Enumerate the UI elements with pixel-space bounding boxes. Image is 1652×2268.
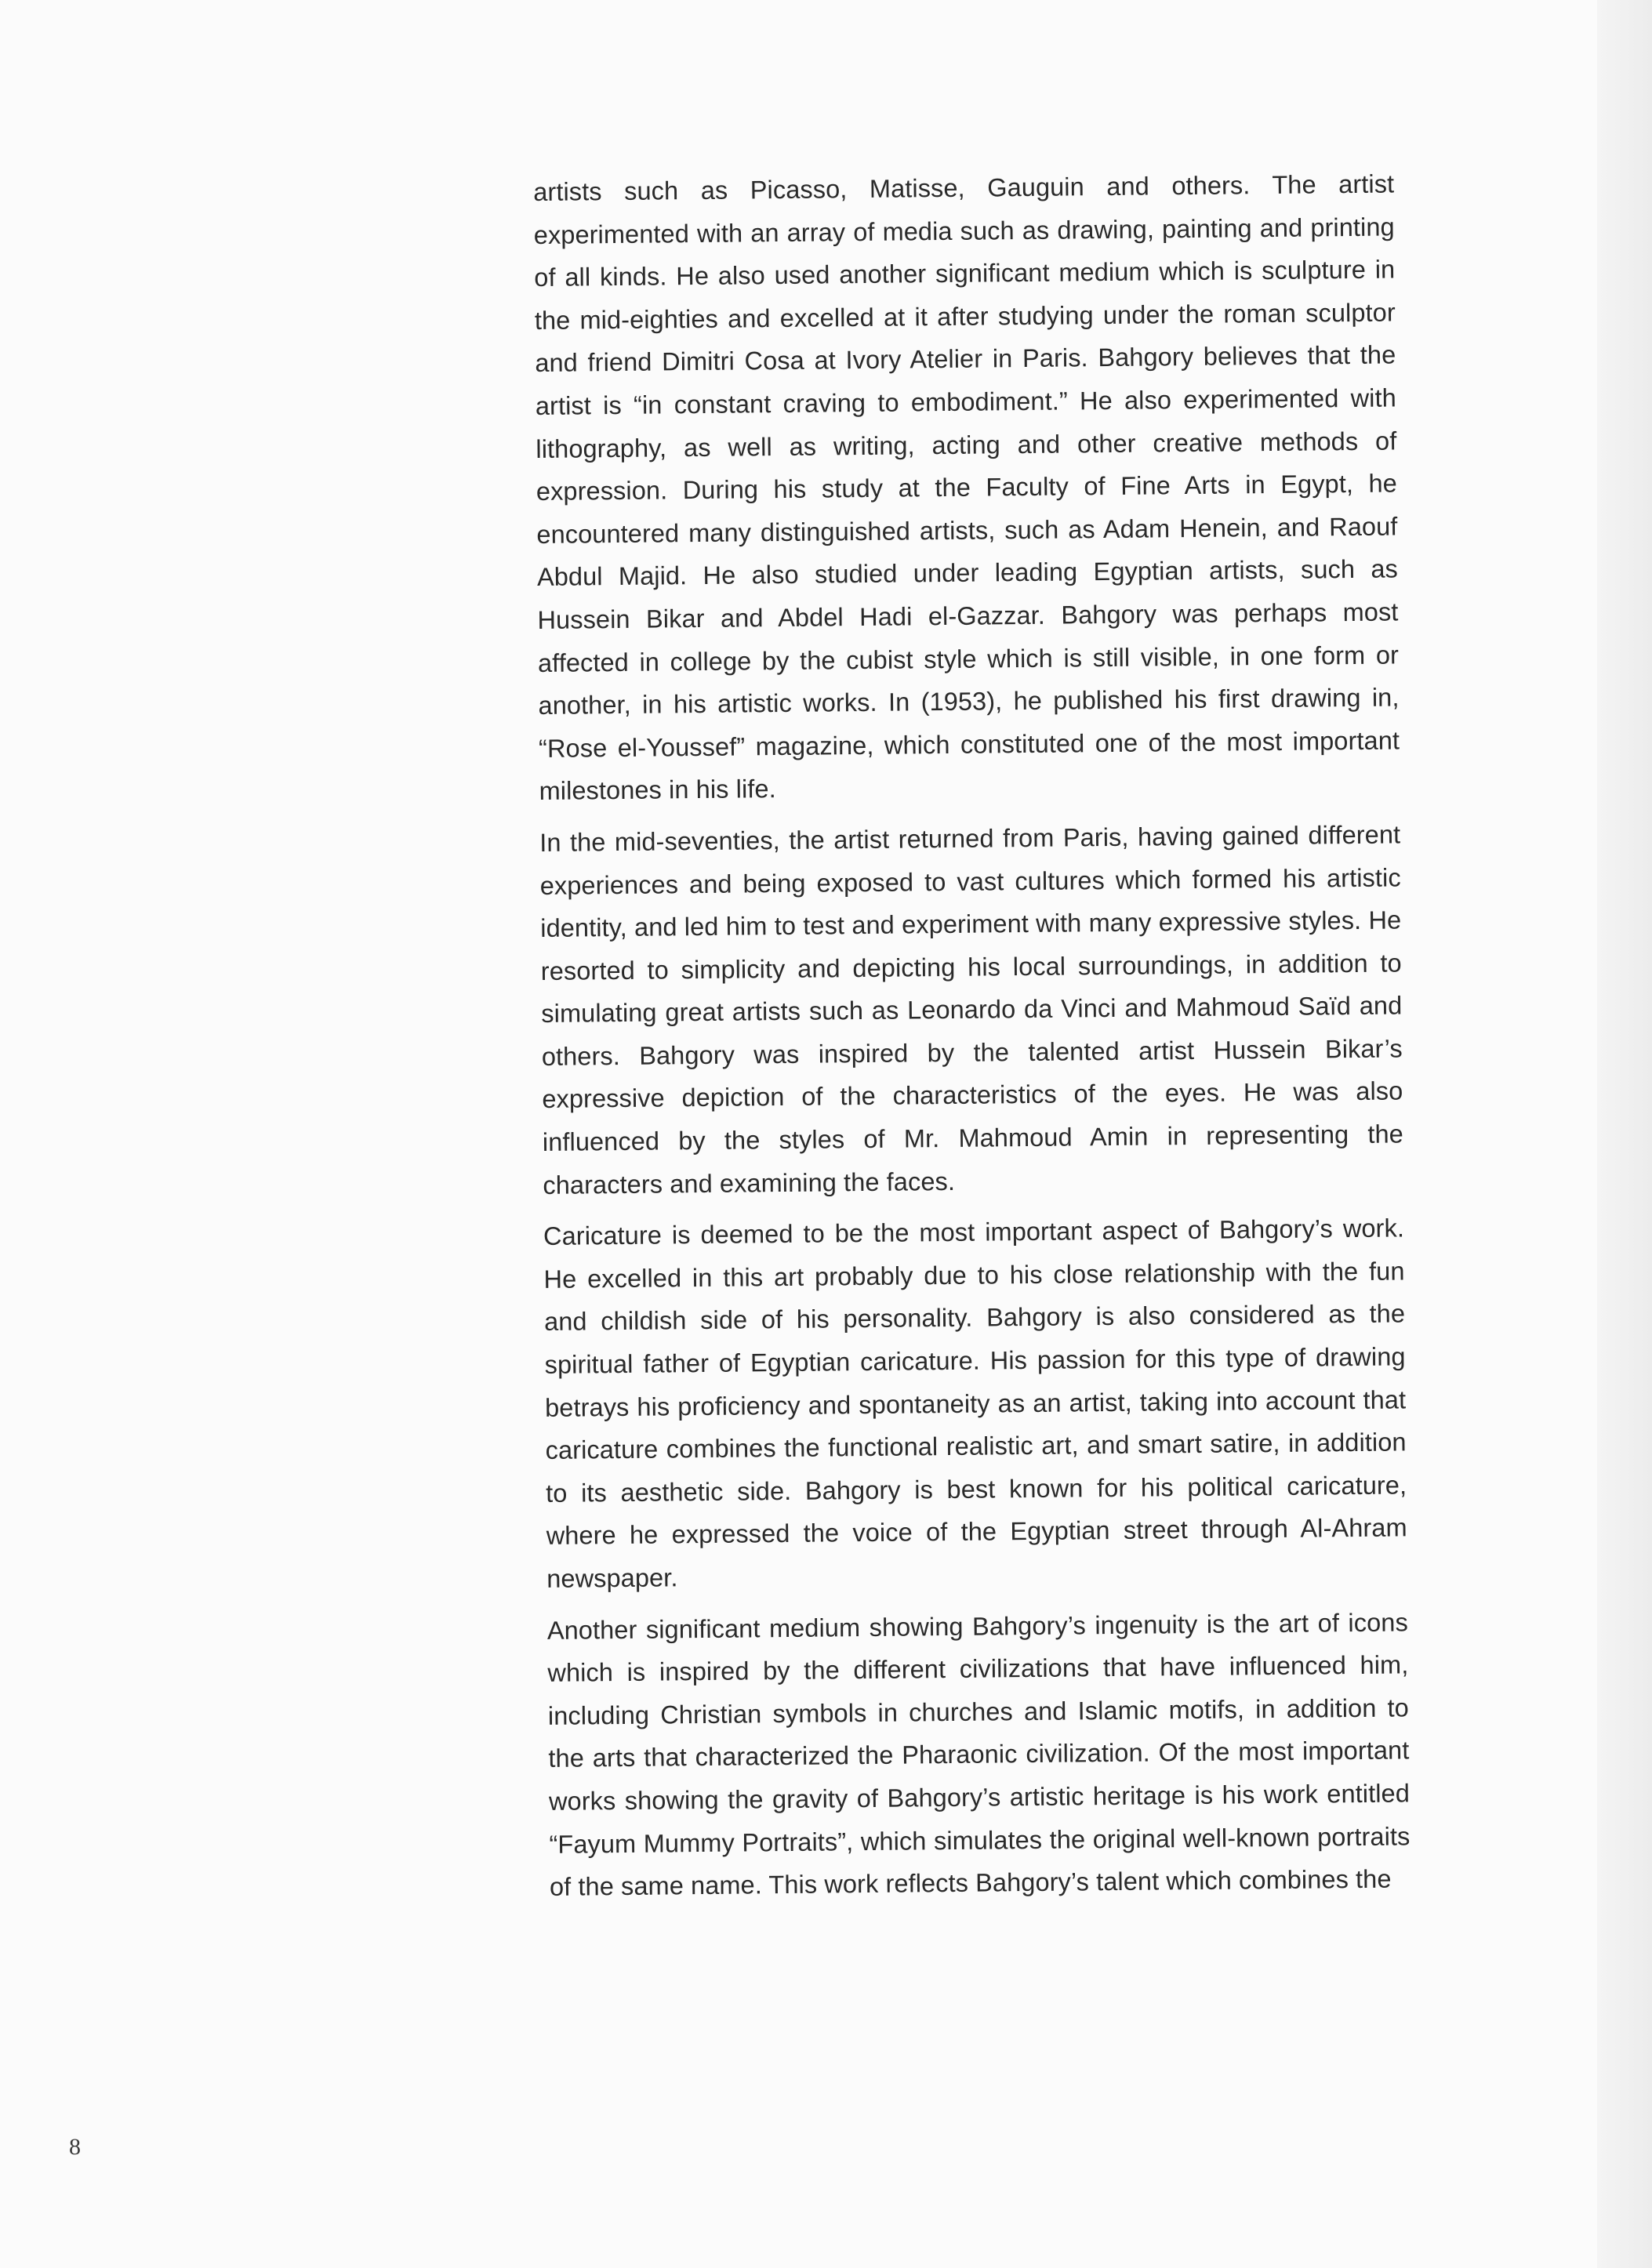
body-paragraph-2: In the mid-seventies, the artist returned from Paris, having gained different experiences and being exposed to vast cultures which formed his artistic identity, and led him to test and experiment with many expressive styles. He resorted to simplicity and depicting his local surroundings, in addition to simulating great artists such as Leonardo da Vinci and Mahmoud Saïd and others. Bahgory was inspired by the talented artist Hussein Bikar’s expressive depiction of the characteristics of the eyes. He was also influenced by the styles of Mr. Mahmoud Amin in representing the characters and examining the faces. <box>539 820 1404 1199</box>
body-text-column <box>533 162 1411 1917</box>
body-paragraph-4: Another significant medium showing Bahgory’s ingenuity is the art of icons which is inspired by the different civilizations that have influenced him, including Christian symbols in churches and Islamic motifs, in addition to the arts that characterized the Pharaonic civilization. Of the most important works showing the gravity of Bahgory’s artistic heritage is his work entitled “Fayum Mummy Portraits”, which simulates the original well-known portraits of the same name. This work reflects Bahgory’s talent which combines the <box>546 1607 1411 1902</box>
body-paragraph-1: artists such as Picasso, Matisse, Gauguin and others. The artist experimented with an array of media such as drawing, painting and printing of all kinds. He also used another significant medium which is sculpture in the mid-eighties and excelled at it after studying under the roman sculptor and friend Dimitri Cosa at Ivory Atelier in Paris. Bahgory believes that the artist is “in constant craving to embodiment.” He also experimented with lithography, as well as writing, acting and other creative methods of expression. During his study at the Faculty of Fine Arts in Egypt, he encountered many distinguished artists, such as Adam Henein, and Raouf Abdul Majid. He also studied under leading Egyptian artists, such as Hussein Bikar and Abdel Hadi el-Gazzar. Bahgory was perhaps most affected in college by the cubist style which is still visible, in one form or another, in his artistic works. In (1953), he published his first drawing in, “Rose el-Youssef” magazine, which constituted one of the most important milestones in his life. <box>533 169 1400 806</box>
body-paragraph-3: Caricature is deemed to be the most important aspect of Bahgory’s work. He excelled in this art probably due to his close relationship with the fun and childish side of his personality. Bahgory is also considered as the spiritual father of Egyptian caricature. His passion for this type of drawing betrays his proficiency and spontaneity as an artist, taking into account that caricature combines the functional realistic art, and smart satire, in addition to its aesthetic side. Bahgory is best known for his political caricature, where he expressed the voice of the Egyptian street through Al-Ahram newspaper. <box>543 1214 1407 1593</box>
page-number: 8 <box>69 2134 81 2160</box>
page-edge-shadow <box>1597 0 1652 2268</box>
